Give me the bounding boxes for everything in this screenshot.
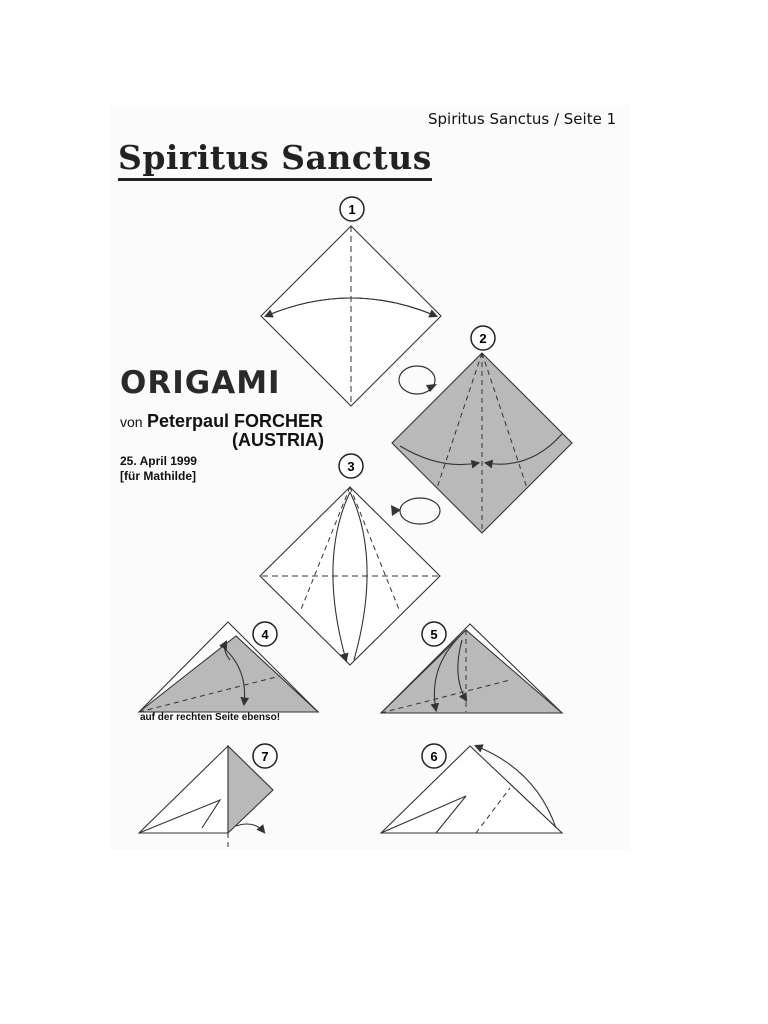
- step-1-label: 1: [348, 202, 356, 217]
- step-7-badge: [253, 744, 277, 768]
- step-2-badge: [471, 326, 495, 350]
- author-country: (AUSTRIA): [232, 430, 324, 450]
- step-2-diagram: [392, 353, 572, 533]
- step-3-diagram: [260, 487, 440, 665]
- step-4-note: auf der rechten Seite ebenso!: [140, 712, 281, 723]
- step-5-diagram: [381, 624, 562, 713]
- author-name: Peterpaul FORCHER: [147, 411, 324, 431]
- step-5-badge: [422, 622, 446, 646]
- turn-over-icon: [391, 498, 440, 524]
- step-7-diagram: [139, 746, 273, 850]
- step-1-badge: [340, 197, 364, 221]
- step-2-label: 2: [479, 331, 487, 346]
- step-3-badge: [339, 454, 363, 478]
- page-title: Spiritus Sanctus: [118, 138, 432, 181]
- page-header: Spiritus Sanctus / Seite 1: [428, 110, 617, 128]
- step-3-label: 3: [347, 459, 355, 474]
- dedication-text: [für Mathilde]: [120, 469, 196, 483]
- step-4-diagram: [139, 622, 318, 712]
- date-text: 25. April 1999: [120, 454, 197, 468]
- step-4-badge: [253, 622, 277, 646]
- origami-logo: ORIGAMI: [120, 365, 281, 401]
- turn-over-icon: [399, 366, 437, 394]
- step-1-diagram: [261, 226, 441, 406]
- step-6-label: 6: [430, 749, 438, 764]
- step-6-diagram: [381, 746, 562, 833]
- step-7-label: 7: [261, 749, 269, 764]
- author-prefix: von: [120, 414, 143, 430]
- step-5-label: 5: [430, 627, 438, 642]
- step-6-badge: [422, 744, 446, 768]
- step-4-label: 4: [261, 627, 269, 642]
